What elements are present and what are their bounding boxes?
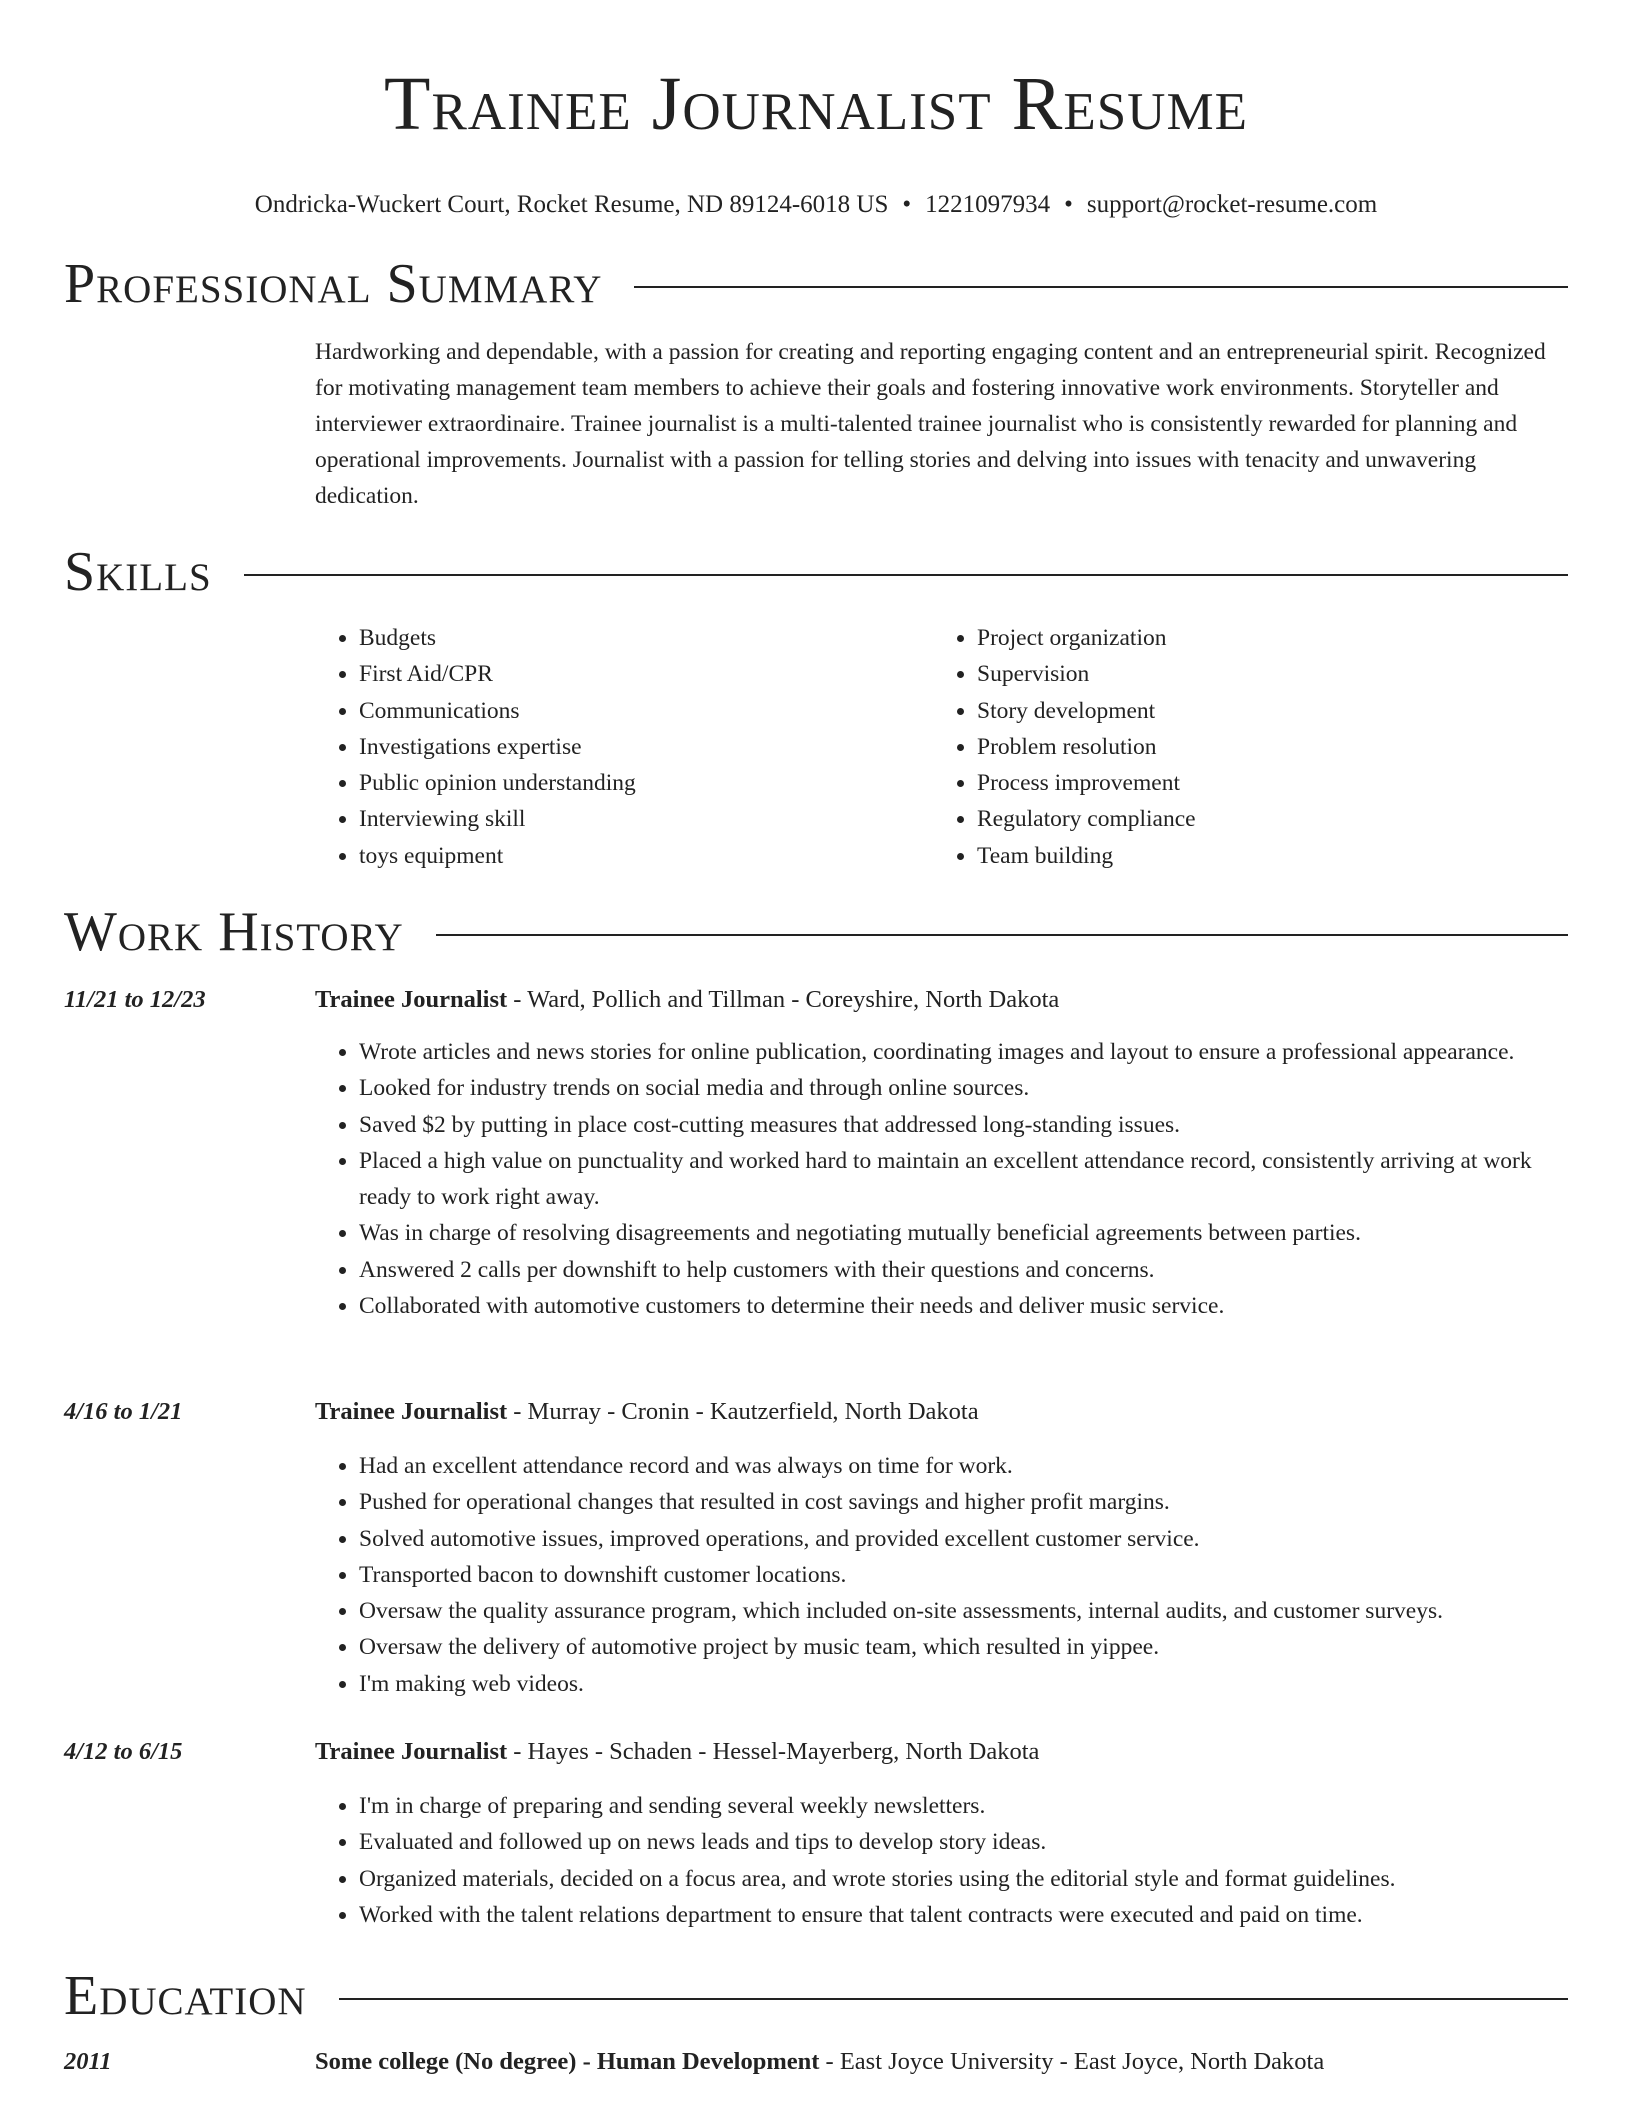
job-employer: - Ward, Pollich and Tillman - Coreyshire, North Dakota: [507, 986, 1060, 1013]
contact-separator: •: [902, 191, 912, 218]
job-duties: [315, 1448, 1568, 1702]
education-heading: Education: [64, 1965, 307, 2027]
summary-heading: Professional Summary: [64, 253, 603, 315]
list-item: • Organized materials, decided on a focus area, and wrote stories using the editorial style and format guidelines.: [359, 1861, 1568, 1897]
skill-item: • Problem resolution: [977, 729, 1551, 765]
list-item: • I'm in charge of preparing and sending several weekly newsletters.: [359, 1788, 1568, 1824]
list-item: • I'm making web videos.: [359, 1666, 1568, 1702]
skill-item: • Budgets: [359, 620, 933, 656]
section-divider: [436, 934, 1568, 936]
education-section-header: [64, 1964, 1568, 2028]
summary-text: Hardworking and dependable, with a passion for creating and reporting engaging content and an entrepreneurial spirit. Recognized for motivating management team members to achieve their goals and fostering innovative work environments. Storyteller and interviewer extraordinaire. Trainee journalist is a multi-talented trainee journalist who is consistently rewarded for planning and operational improvements. Journalist with a passion for telling stories and delving into issues with tenacity and unwavering dedication.: [315, 339, 1546, 509]
skills-column-left: [315, 620, 933, 874]
skill-item: • Communications: [359, 693, 933, 729]
skill-item: • Supervision: [977, 656, 1551, 692]
list-item: • Placed a high value on punctuality and worked hard to maintain an excellent attendance record, consistently arriving at work ready to work right away.: [359, 1143, 1568, 1216]
contact-address: Ondricka-Wuckert Court, Rocket Resume, ND 89124-6018 US: [254, 191, 889, 218]
skill-item: • Story development: [977, 693, 1551, 729]
contact-separator: •: [1064, 191, 1073, 218]
skills-column-right: [933, 620, 1551, 874]
job-title: Trainee Journalist: [315, 1738, 508, 1765]
job-employer: - Hayes - Schaden - Hessel-Mayerberg, North Dakota: [507, 1738, 1040, 1765]
contact-phone: 1221097934: [925, 191, 1051, 218]
skill-item: • First Aid/CPR: [359, 656, 933, 692]
list-item: • Looked for industry trends on social media and through online sources.: [359, 1070, 1568, 1106]
job-duties: [315, 1788, 1568, 1933]
summary-section-header: [64, 252, 1568, 316]
job-dates: 11/21 to 12/23: [64, 986, 206, 1013]
list-item: • Had an excellent attendance record and was always on time for work.: [359, 1448, 1568, 1484]
summary-body: [315, 334, 1568, 514]
skill-item: • Process improvement: [977, 765, 1551, 801]
job-title: Trainee Journalist: [315, 986, 508, 1013]
list-item: • Solved automotive issues, improved operations, and provided excellent customer service.: [359, 1521, 1568, 1557]
list-item: • Oversaw the delivery of automotive project by music team, which resulted in yippee.: [359, 1629, 1568, 1665]
education-year: 2011: [64, 2048, 112, 2075]
job-duties: [315, 1034, 1568, 1324]
list-item: • Evaluated and followed up on news leads and tips to develop story ideas.: [359, 1824, 1568, 1860]
list-item: • Wrote articles and news stories for online publication, coordinating images and layout to ensure a professional appearance.: [359, 1034, 1568, 1070]
work-heading: Work History: [64, 901, 404, 963]
section-divider: [634, 286, 1568, 288]
skill-item: • Investigations expertise: [359, 729, 933, 765]
skills-heading: Skills: [64, 541, 212, 603]
resume-title: Trainee Journalist Resume: [384, 62, 1248, 146]
skill-item: • Interviewing skill: [359, 801, 933, 837]
list-item: • Transported bacon to downshift customer locations.: [359, 1557, 1568, 1593]
list-item: • Was in charge of resolving disagreements and negotiating mutually beneficial agreements between parties.: [359, 1215, 1568, 1251]
list-item: • Worked with the talent relations department to ensure that talent contracts were executed and paid on time.: [359, 1897, 1568, 1933]
job-heading: [315, 1734, 1039, 1770]
job-title: Trainee Journalist: [315, 1398, 508, 1425]
contact-line: [64, 190, 1568, 220]
list-item: • Collaborated with automotive customers to determine their needs and deliver music service.: [359, 1288, 1568, 1324]
education-school: - East Joyce University - East Joyce, North Dakota: [819, 2048, 1325, 2075]
section-divider: [244, 574, 1568, 576]
list-item: • Pushed for operational changes that resulted in cost savings and higher profit margins.: [359, 1484, 1568, 1520]
skills-section-header: [64, 540, 1568, 604]
resume-page: [64, 0, 1568, 2075]
list-item: • Saved $2 by putting in place cost-cutting measures that addressed long-standing issues.: [359, 1107, 1568, 1143]
job-dates: 4/12 to 6/15: [64, 1738, 183, 1765]
work-section-header: [64, 900, 1568, 964]
education-degree: Some college (No degree) - Human Development: [315, 2048, 820, 2075]
skill-item: • toys equipment: [359, 838, 933, 874]
section-divider: [339, 1998, 1568, 2000]
skills-list: [315, 620, 1568, 874]
job-employer: - Murray - Cronin - Kautzerfield, North Dakota: [507, 1398, 979, 1425]
skill-item: • Regulatory compliance: [977, 801, 1551, 837]
job-heading: [315, 982, 1059, 1018]
education-heading-line: [315, 2044, 1324, 2080]
contact-email: support@rocket-resume.com: [1086, 191, 1378, 218]
job-dates: 4/16 to 1/21: [64, 1398, 183, 1425]
skill-item: • Team building: [977, 838, 1551, 874]
list-item: • Oversaw the quality assurance program, which included on-site assessments, internal audits, and customer surveys.: [359, 1593, 1568, 1629]
skill-item: • Project organization: [977, 620, 1551, 656]
list-item: • Answered 2 calls per downshift to help customers with their questions and concerns.: [359, 1252, 1568, 1288]
job-heading: [315, 1394, 979, 1430]
skill-item: • Public opinion understanding: [359, 765, 933, 801]
